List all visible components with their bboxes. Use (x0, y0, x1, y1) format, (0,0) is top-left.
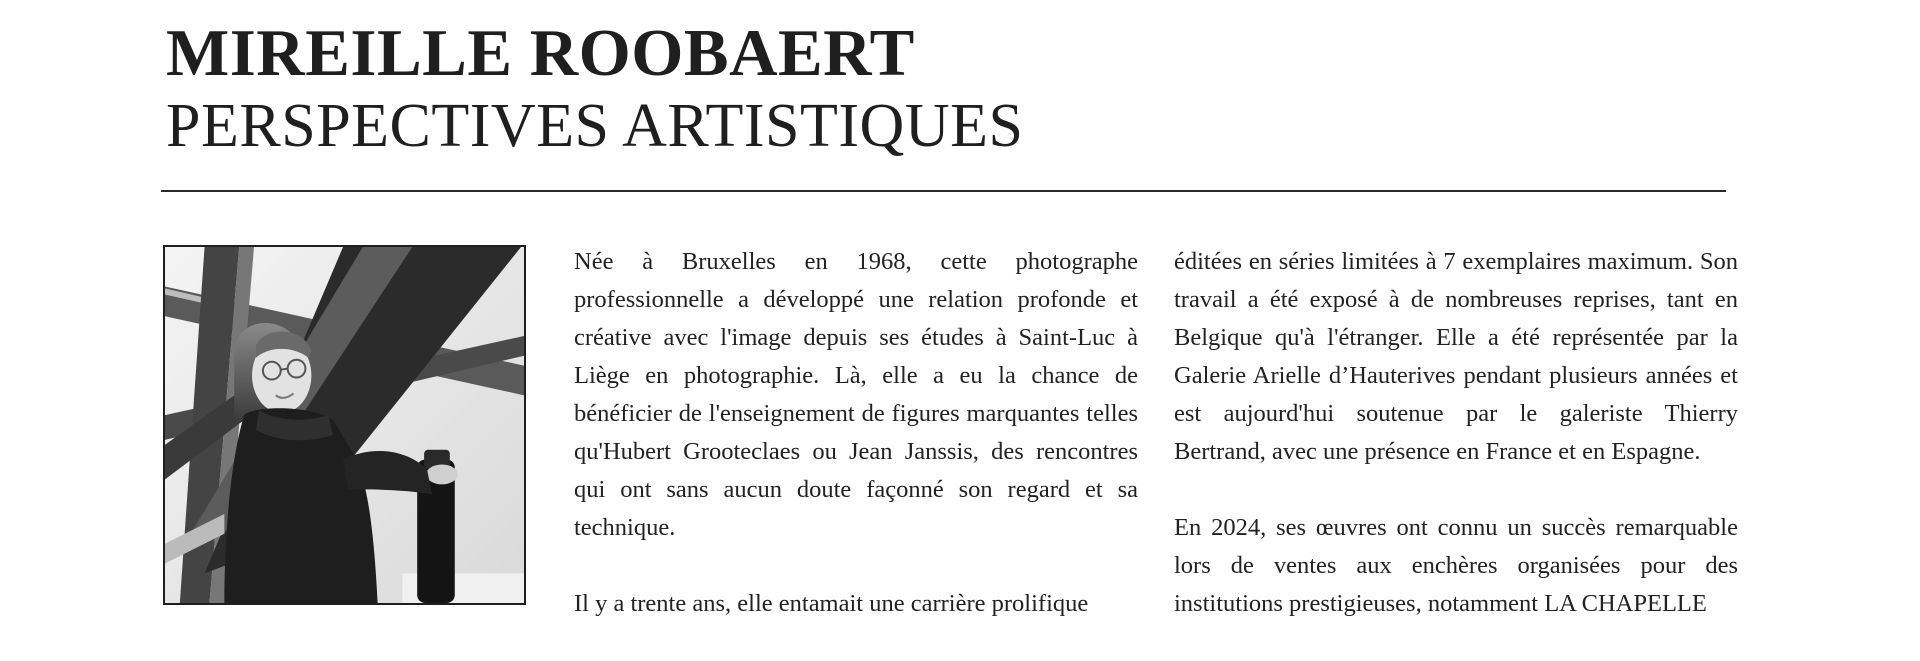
text-column-right (1174, 243, 1738, 661)
artist-name: MIREILLE ROOBAERT (166, 16, 915, 90)
text-column-left (574, 243, 1138, 661)
page-header (166, 16, 1023, 162)
page-subtitle: PERSPECTIVES ARTISTIQUES (166, 92, 1024, 160)
portrait-photo (165, 247, 524, 603)
paragraph: Née à Bruxelles en 1968, cette photographe professionnelle a développé une relation profonde et créative avec l'image depuis ses études à Saint-Luc à Liège en photographie. Là, elle a eu la chance de bénéficier de l'enseignement de figures marquantes telles qu'Hubert Grooteclaes ou Jean Janssis, des rencontres qui ont sans aucun doute façonné son regard et sa technique. (574, 248, 1138, 541)
artist-portrait (163, 245, 526, 605)
paragraph: Il y a trente ans, elle entamait une carrière prolifique (574, 590, 1089, 617)
paragraph: En 2024, ses œuvres ont connu un succès remarquable lors de ventes aux enchères organisées pour des institutions prestigieuses, notamment LA CHAPELLE (1174, 514, 1738, 617)
header-divider (161, 190, 1726, 192)
paragraph: éditées en séries limitées à 7 exemplaires maximum. Son travail a été exposé à de nombreuses reprises, tant en Belgique qu'à l'étranger. Elle a été représentée par la Galerie Arielle d’Hauterives pendant plusieurs années et est aujourd'hui soutenue par le galeriste Thierry Bertrand, avec une présence en France et en Espagne. (1174, 248, 1738, 465)
